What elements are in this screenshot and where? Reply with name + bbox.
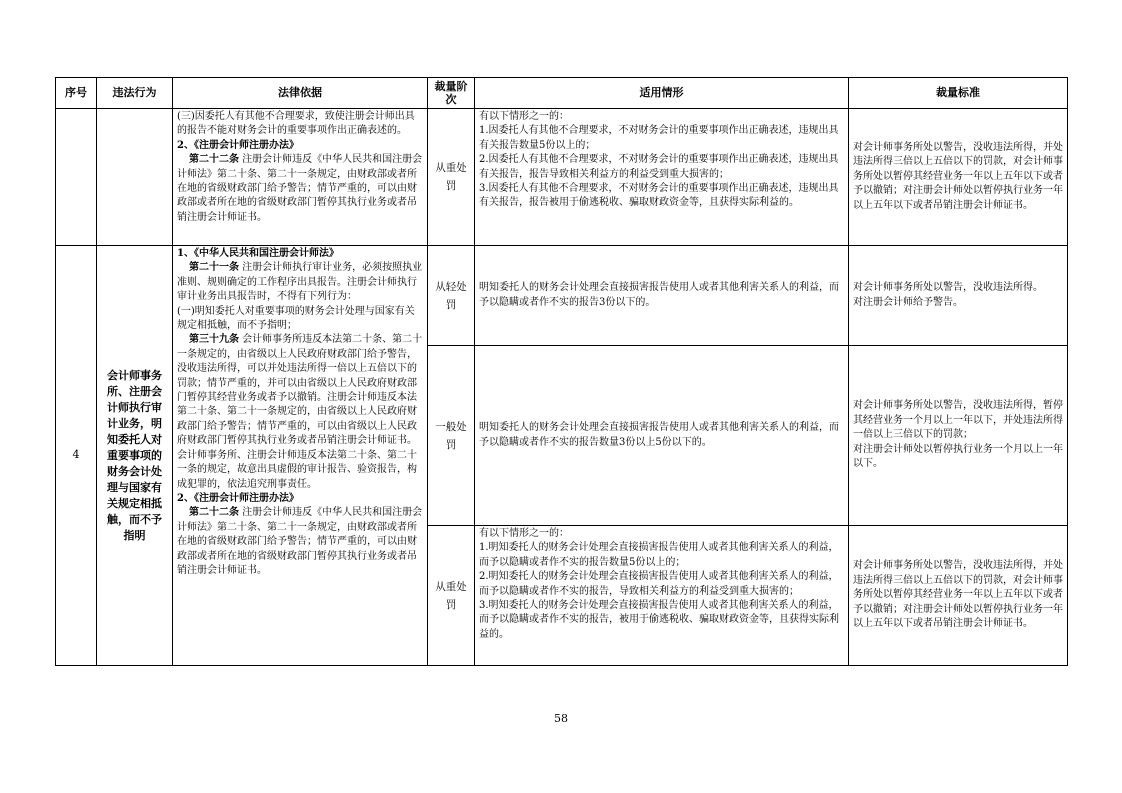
basis-article-39: 第三十九条 会计师事务所违反本法第二十条、第二十一条规定的，由省级以上人民政府财政部门给予警告，没收违法所得，可以并处违法所得一倍以上五倍以下的罚款；情节严重的，并可以由省级以上人民政府财政部门暂停其经营业务或者予以撤销。注册会计师违反本法第二十条、第二十一条规定的，由省级以上人民政府财政部门给予警告；情节严重的，可以由省级以上人民政府财政部门暂停其执行业务或者吊销注册会计师证书。会计师事务所、注册会计师违反本法第二十条、第二十一条的规定，故意出具虚假的审计报告、验资报告，构成犯罪的，依法追究刑事责任。 (177, 334, 423, 490)
basis-heading-registration: 2、《注册会计师注册办法》 (177, 139, 299, 151)
cell-seq-4: 4 (56, 246, 97, 666)
standard-heavy-continued: 对会计师事务所处以警告，没收违法所得，并处违法所得三倍以上五倍以下的罚款，对会计师事务所处以暂停其经营业务一年以上五年以下或者予以撤销；对注册会计师处以暂停执行业务一年以上五年以下或者吊销注册会计师证书。 (849, 109, 1068, 246)
situation-heavy-continued (475, 109, 849, 246)
level-light: 从轻处罚 (428, 246, 475, 346)
level-heavy: 从重处罚 (428, 526, 475, 666)
level-normal: 一般处罚 (428, 346, 475, 526)
basis-article-22: 第二十二条 注册会计师违反《中华人民共和国注册会计师法》第二十条、第二十一条规定，由财政部或者所在地的省级财政部门给予警告；情节严重的，可以由财政部或者所在地的省级财政部门暂停其执行业务或者吊销注册会计师证书。 (177, 154, 423, 223)
situation-item-3: 3.因委托人有其他不合理要求，不对财务会计的重要事项作出正确表述，违规出具有关报告，报告被用于偷逃税收、骗取财政资金等，且获得实际利益的。 (479, 183, 839, 209)
table-row-continued (56, 109, 1068, 246)
situation-heavy-intro: 有以下情形之一的： (479, 528, 569, 539)
cell-behavior-continued (97, 109, 173, 246)
situation-intro: 有以下情形之一的： (479, 111, 569, 122)
standard-light-firm: 对会计师事务所处以警告，没收违法所得。 (853, 282, 1043, 294)
standard-normal (849, 346, 1068, 526)
basis-article-22: 第二十二条 注册会计师违反《中华人民共和国注册会计师法》第二十条、第二十一条规定，由财政部或者所在地的省级财政部门给予警告；情节严重的，可以由财政部或者所在地的省级财政部门暂停其执行业务或者吊销注册会计师证书。 (177, 507, 423, 576)
situation-item-2: 2.因委托人有其他不合理要求，不对财务会计的重要事项作出正确表述，违规出具有关报告，报告导致相关利益方的利益受到重大损害的； (479, 154, 839, 180)
header-behavior: 违法行为 (97, 78, 173, 109)
standard-light-cpa: 对注册会计师给予警告。 (853, 296, 963, 308)
level-heavy-continued: 从重处罚 (428, 109, 475, 246)
cell-basis-continued (173, 109, 428, 246)
header-basis: 法律依据 (173, 78, 428, 109)
basis-article-21-item-1: (一)明知委托人对重要事项的财务会计处理与国家有关规定相抵触，而不予指明； (177, 305, 415, 332)
penalty-table (55, 77, 1068, 666)
standard-heavy: 对会计师事务所处以警告，没收违法所得，并处违法所得三倍以上五倍以下的罚款，对会计师事务所处以暂停其经营业务一年以上五年以下或者予以撤销；对注册会计师处以暂停执行业务一年以上五年以下或者吊销注册会计师证书。 (849, 526, 1068, 666)
situation-heavy (475, 526, 849, 666)
cell-basis-4 (173, 246, 428, 666)
basis-clause-3: (三)因委托人有其他不合理要求，致使注册会计师出具的报告不能对财务会计的重要事项作出正确表述的。 (177, 111, 415, 137)
header-situation: 适用情形 (475, 78, 849, 109)
header-level: 裁量阶次 (428, 78, 475, 109)
page-number: 58 (554, 712, 568, 725)
basis-article-21: 第二十一条 注册会计师执行审计业务，必须按照执业准则、规则确定的工作程序出具报告。注册会计师执行审计业务出具报告时，不得有下列行为： (177, 262, 423, 303)
header-standard: 裁量标准 (849, 78, 1068, 109)
header-seq: 序号 (56, 78, 97, 109)
situation-heavy-item-1: 1.明知委托人的财务会计处理会直接损害报告使用人或者其他利害关系人的利益，而予以隐瞒或者作不实的报告数量5份以上的； (479, 542, 839, 568)
situation-item-1: 1.因委托人有其他不合理要求，不对财务会计的重要事项作出正确表述，违规出具有关报告数量5份以上的； (479, 125, 839, 151)
situation-heavy-item-3: 3.明知委托人的财务会计处理会直接损害报告使用人或者其他利害关系人的利益，而予以隐瞒或者作不实的报告，被用于偷逃税收、骗取财政资金等，且获得实际利益的。 (479, 600, 839, 640)
standard-normal-firm: 对会计师事务所处以警告，没收违法所得，暂停其经营业务一个月以上一年以下，并处违法所得一倍以上三倍以下的罚款； (853, 400, 1063, 441)
standard-light (849, 246, 1068, 346)
table-row-4-light (56, 246, 1068, 346)
cell-seq-continued (56, 109, 97, 246)
table-header-row (56, 78, 1068, 109)
cell-behavior-4: 会计师事务所、注册会计师执行审计业务，明知委托人对重要事项的财务会计处理与国家有关规定相抵触，而不予指明 (97, 246, 173, 666)
basis-heading-registration: 2、《注册会计师注册办法》 (177, 492, 299, 504)
basis-heading-cpa-law: 1、《中华人民共和国注册会计师法》 (177, 248, 339, 259)
situation-normal: 明知委托人的财务会计处理会直接损害报告使用人或者其他利害关系人的利益，而予以隐瞒或者作不实的报告数量3份以上5份以下的。 (475, 346, 849, 526)
standard-normal-cpa: 对注册会计师处以暂停执行业务一个月以上一年以下。 (853, 443, 1063, 470)
situation-light: 明知委托人的财务会计处理会直接损害报告使用人或者其他利害关系人的利益，而予以隐瞒或者作不实的报告3份以下的。 (475, 246, 849, 346)
situation-heavy-item-2: 2.明知委托人的财务会计处理会直接损害报告使用人或者其他利害关系人的利益，而予以隐瞒或者作不实的报告，导致相关利益方的利益受到重大损害的； (479, 571, 839, 597)
